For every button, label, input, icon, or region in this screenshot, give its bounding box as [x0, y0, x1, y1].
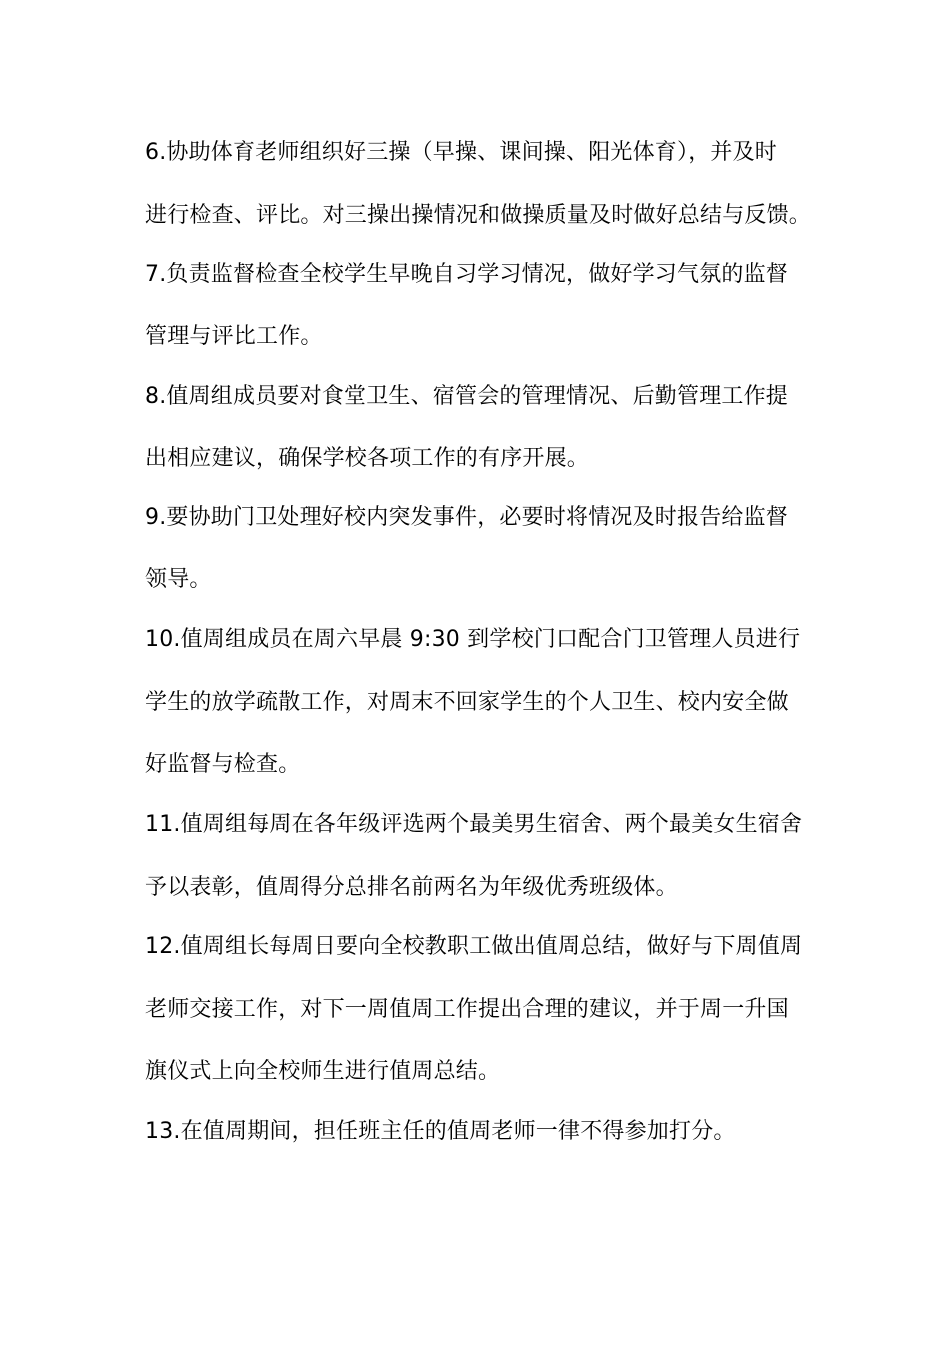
item-9-line-1: 9.要协助门卫处理好校内突发事件，必要时将情况及时报告给监督 [145, 505, 788, 530]
item-11-line-1: 11.值周组每周在各年级评选两个最美男生宿舍、两个最美女生宿舍 [145, 812, 803, 837]
item-6-line-1: 6.协助体育老师组织好三操（早操、课间操、阳光体育），并及时 [145, 140, 777, 165]
item-12-line-3: 旗仪式上向全校师生进行值周总结。 [145, 1059, 501, 1084]
item-10-line-1: 10.值周组成员在周六早晨 9:30 到学校门口配合门卫管理人员进行 [145, 627, 801, 652]
item-13-line-1: 13.在值周期间，担任班主任的值周老师一律不得参加打分。 [145, 1119, 736, 1144]
item-7-line-1: 7.负责监督检查全校学生早晚自习学习情况，做好学习气氛的监督 [145, 262, 788, 287]
item-8-line-1: 8.值周组成员要对食堂卫生、宿管会的管理情况、后勤管理工作提 [145, 384, 788, 409]
item-9-line-2: 领导。 [145, 567, 212, 592]
item-12-line-1: 12.值周组长每周日要向全校教职工做出值周总结，做好与下周值周 [145, 934, 803, 959]
item-8-line-2: 出相应建议，确保学校各项工作的有序开展。 [145, 446, 590, 471]
item-10-line-2: 学生的放学疏散工作，对周末不回家学生的个人卫生、校内安全做 [145, 690, 789, 715]
item-6-line-2: 进行检查、评比。对三操出操情况和做操质量及时做好总结与反馈。 [145, 203, 812, 228]
item-10-line-3: 好监督与检查。 [145, 752, 301, 777]
item-11-line-2: 予以表彰，值周得分总排名前两名为年级优秀班级体。 [145, 875, 678, 900]
item-12-line-2: 老师交接工作，对下一周值周工作提出合理的建议，并于周一升国 [145, 997, 789, 1022]
item-7-line-2: 管理与评比工作。 [145, 324, 323, 349]
